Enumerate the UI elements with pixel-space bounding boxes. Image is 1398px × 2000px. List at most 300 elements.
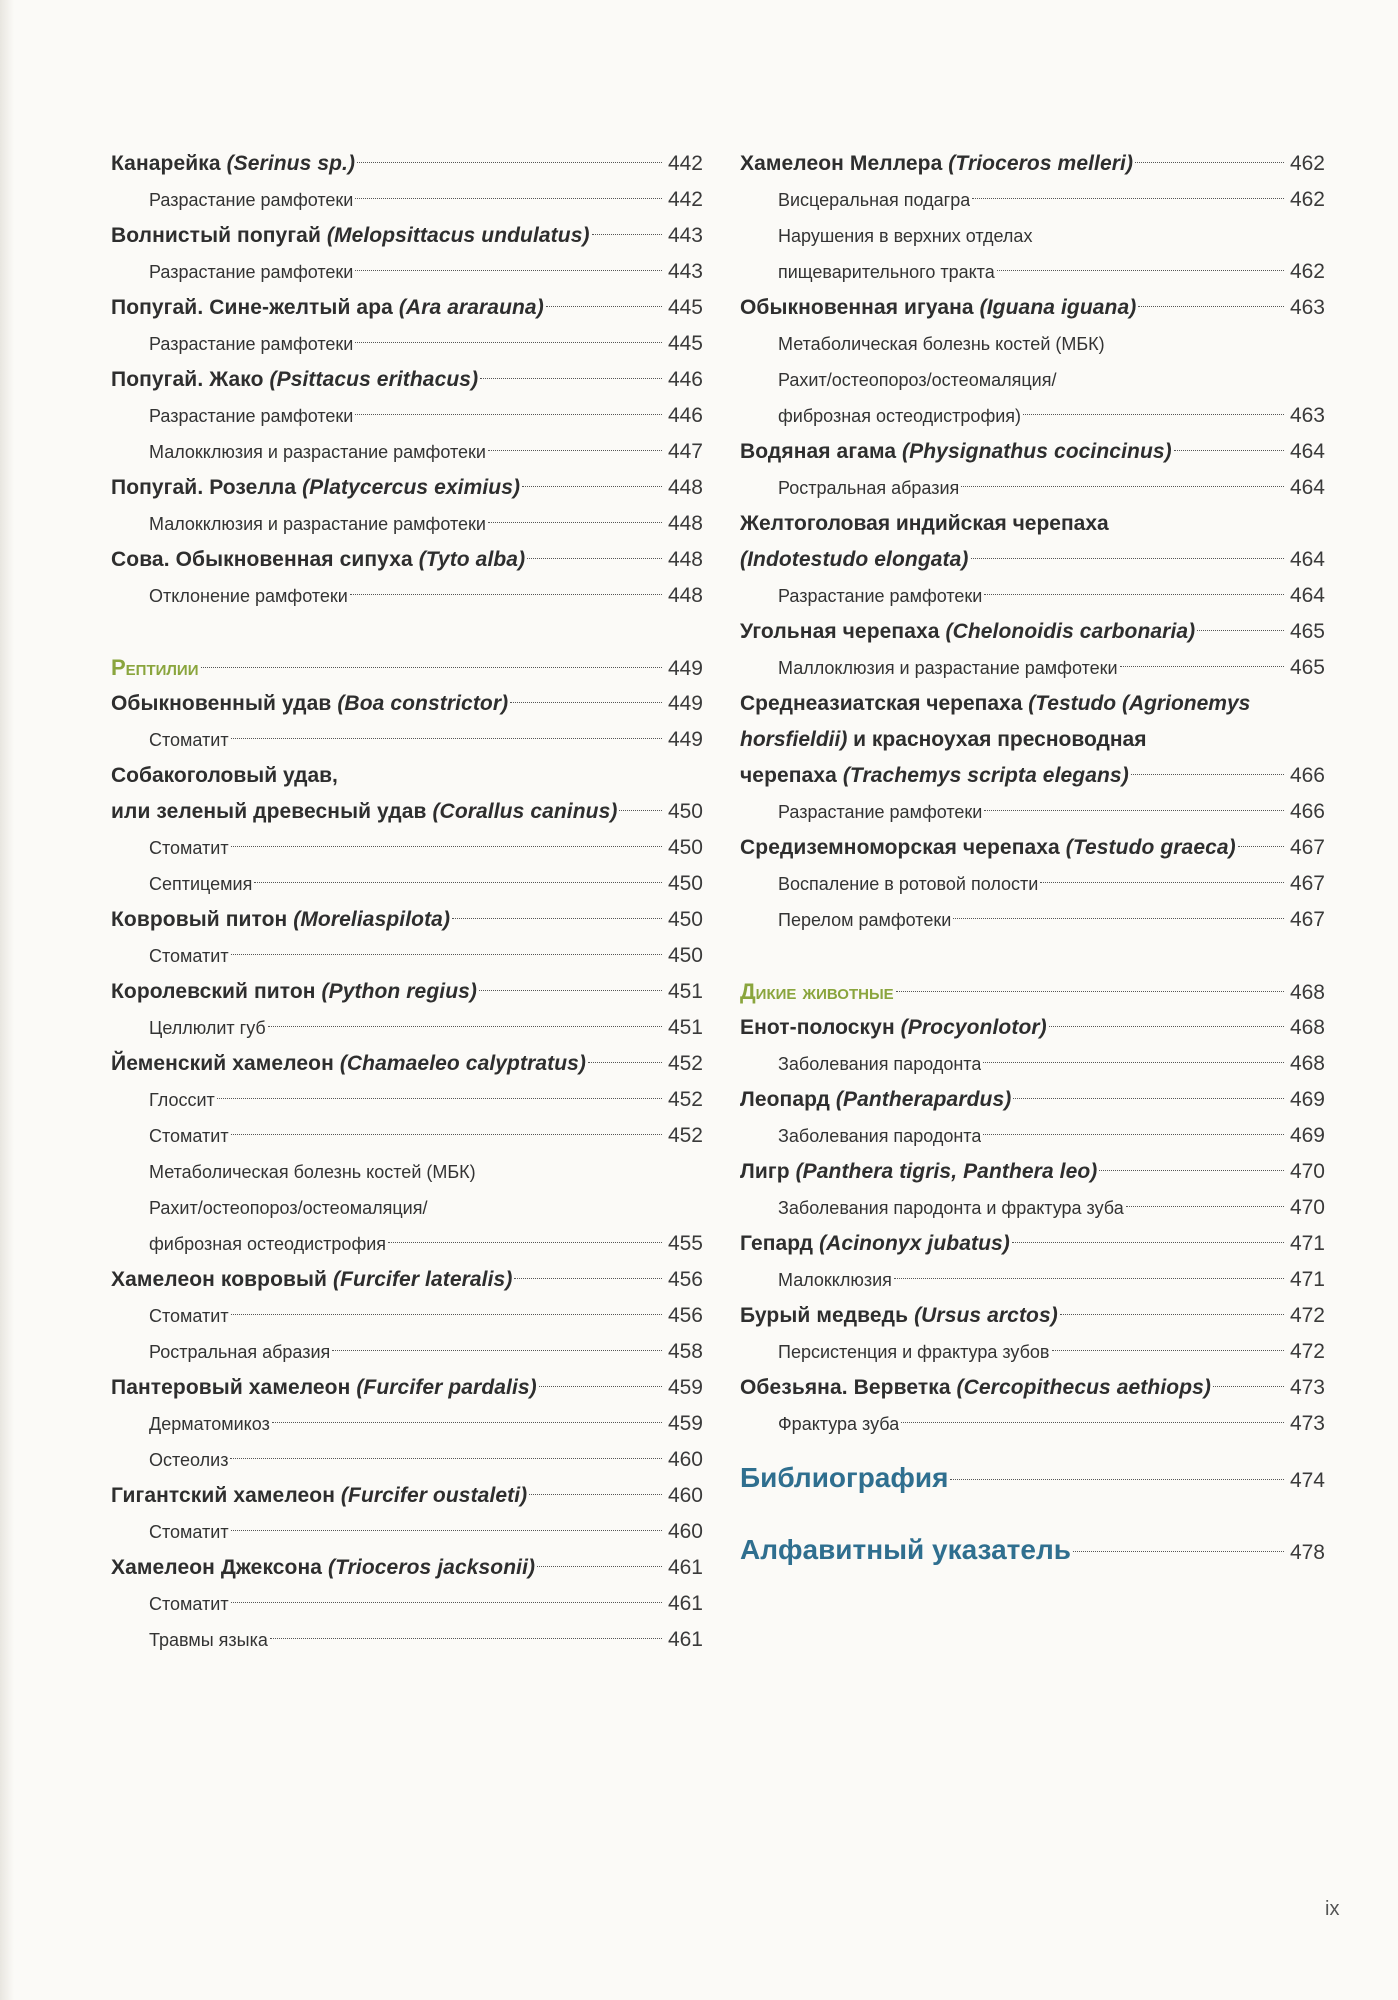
toc-entry-title: Заболевания пародонта <box>778 1126 982 1146</box>
toc-entry-latin: (Procyonlotor) <box>900 1016 1047 1039</box>
toc-entry-title: Разрастание рамфотеки <box>149 190 354 210</box>
toc-page-number: 467 <box>1289 908 1325 931</box>
toc-subentry[interactable] <box>740 254 1325 290</box>
toc-entry-title: Волнистый попугай <box>111 224 327 247</box>
toc-page-number: 466 <box>1289 764 1325 787</box>
toc-page-number: 443 <box>667 260 703 283</box>
toc-entry[interactable] <box>740 614 1325 650</box>
toc-entry-title: Перелом рамфотеки <box>778 910 952 930</box>
toc-page-number: 450 <box>667 800 703 823</box>
toc-entry-title: Стоматит <box>149 838 229 858</box>
toc-subentry[interactable] <box>111 1010 703 1046</box>
toc-entry-title: Фрактура зуба <box>778 1414 900 1434</box>
toc-entry-title: черепаха <box>740 764 843 787</box>
toc-entry-latin: (Indotestudo elongata) <box>740 548 969 571</box>
toc-subentry[interactable] <box>111 1334 703 1370</box>
toc-entry-title: Висцеральная подагра <box>778 190 971 210</box>
toc-entry-title: Енот-полоскун <box>740 1016 901 1039</box>
toc-entry[interactable] <box>111 794 703 830</box>
toc-page-number: 443 <box>667 224 703 247</box>
toc-entry-title: Йеменский хамелеон <box>111 1052 340 1075</box>
toc-subentry[interactable] <box>111 722 703 758</box>
toc-subentry[interactable] <box>740 470 1325 506</box>
toc-entry-title: Стоматит <box>149 1126 229 1146</box>
toc-page-number: 458 <box>667 1340 703 1363</box>
toc-entry-title: Целлюлит губ <box>149 1018 266 1038</box>
toc-entry-title: Персистенция и фрактура зубов <box>778 1342 1050 1362</box>
dot-leader <box>522 486 662 487</box>
toc-page-number: 462 <box>1289 152 1325 175</box>
toc-entry-title: Собакоголовый удав, <box>111 764 338 787</box>
toc-chapter-heading[interactable] <box>740 1442 1325 1514</box>
toc-entry-continued <box>111 1154 703 1190</box>
toc-page-number: 450 <box>667 944 703 967</box>
toc-entry-latin: horsfieldii) <box>740 728 848 751</box>
toc-subentry[interactable] <box>740 1190 1325 1226</box>
toc-entry[interactable] <box>111 974 703 1010</box>
toc-entry-latin: (Iguana iguana) <box>979 296 1137 319</box>
toc-entry-latin: (Pantherapardus) <box>835 1088 1012 1111</box>
toc-entry[interactable] <box>111 290 703 326</box>
dot-leader <box>1126 1206 1284 1207</box>
toc-entry-title: Хамелеон Джексона <box>111 1556 328 1579</box>
toc-entry-latin: (Acinonyx jubatus) <box>819 1232 1010 1255</box>
toc-page-number: 478 <box>1289 1541 1325 1564</box>
toc-entry[interactable] <box>740 1154 1325 1190</box>
toc-subentry[interactable] <box>111 830 703 866</box>
toc-entry-latin: (Testudo (Agrionemys <box>1028 692 1251 715</box>
toc-entry-title: Разрастание рамфотеки <box>149 334 354 354</box>
toc-entry[interactable] <box>740 542 1325 578</box>
dot-leader <box>1073 1551 1284 1552</box>
toc-page-number: 445 <box>667 296 703 319</box>
toc-subentry[interactable] <box>111 182 703 218</box>
toc-entry-title: Бурый медведь <box>740 1304 915 1327</box>
toc-entry-title: Стоматит <box>149 1306 229 1326</box>
toc-entry[interactable] <box>111 902 703 938</box>
toc-page-number: 464 <box>1289 548 1325 571</box>
dot-leader <box>231 1134 662 1135</box>
toc-subentry[interactable] <box>111 254 703 290</box>
toc-entry-latin: (Chamaeleo calyptratus) <box>339 1052 587 1075</box>
toc-entry[interactable] <box>111 218 703 254</box>
toc-entry-title: Сова. Обыкновенная сипуха <box>111 548 419 571</box>
toc-entry[interactable] <box>111 362 703 398</box>
toc-entry-title: Отклонение рамфотеки <box>149 586 348 606</box>
toc-entry[interactable] <box>111 1550 703 1586</box>
toc-subentry[interactable] <box>111 398 703 434</box>
toc-subentry[interactable] <box>111 578 703 614</box>
dot-leader <box>901 1422 1284 1423</box>
toc-page-number: 471 <box>1289 1268 1325 1291</box>
toc-subentry[interactable] <box>740 1406 1325 1442</box>
dot-leader <box>479 990 662 991</box>
toc-subentry[interactable] <box>111 506 703 542</box>
toc-subentry[interactable] <box>740 398 1325 434</box>
toc-subentry[interactable] <box>111 1298 703 1334</box>
toc-page-number: 468 <box>1289 981 1325 1004</box>
dot-leader <box>537 1566 662 1567</box>
toc-entry-latin: (Corallus caninus) <box>432 800 618 823</box>
toc-entry-latin: (Tyto alba) <box>418 548 526 571</box>
toc-entry[interactable] <box>111 686 703 722</box>
toc-entry-title: Малокклюзия и разрастание рамфотеки <box>149 442 486 462</box>
toc-entry-title: Стоматит <box>149 730 229 750</box>
toc-page-number: 462 <box>1289 188 1325 211</box>
toc-entry-title: Разрастание рамфотеки <box>778 802 983 822</box>
toc-entry[interactable] <box>740 1226 1325 1262</box>
toc-entry-title: Канарейка <box>111 152 227 175</box>
dot-leader <box>272 1422 662 1423</box>
toc-entry-latin: (Moreliaspilota) <box>293 908 451 931</box>
toc-entry-title: Метаболическая болезнь костей (МБК) <box>149 1162 476 1182</box>
toc-entry-continued <box>740 326 1325 362</box>
toc-page-number: 448 <box>667 476 703 499</box>
toc-page-number: 466 <box>1289 800 1325 823</box>
toc-subentry[interactable] <box>111 326 703 362</box>
toc-entry-title: Воспаление в ротовой полости <box>778 874 1039 894</box>
dot-leader <box>983 1134 1284 1135</box>
dot-leader <box>201 667 662 668</box>
toc-subentry[interactable] <box>111 1514 703 1550</box>
toc-entry[interactable] <box>111 1046 703 1082</box>
toc-section-heading[interactable] <box>740 974 1325 1010</box>
toc-entry-title: Желтоголовая индийская черепаха <box>740 512 1109 535</box>
dot-leader <box>231 954 662 955</box>
toc-page-number: 460 <box>667 1448 703 1471</box>
dot-leader <box>355 198 662 199</box>
toc-entry-latin: (Furcifer lateralis) <box>333 1268 513 1291</box>
toc-entry[interactable] <box>111 1370 703 1406</box>
dot-leader <box>254 882 662 883</box>
toc-page-number: 452 <box>667 1052 703 1075</box>
dot-leader <box>894 1278 1284 1279</box>
toc-entry-title: Ростральная абразия <box>149 1342 331 1362</box>
dot-leader <box>539 1386 662 1387</box>
dot-leader <box>984 810 1284 811</box>
dot-leader <box>355 342 662 343</box>
toc-subentry[interactable] <box>111 1586 703 1622</box>
dot-leader <box>488 450 662 451</box>
dot-leader <box>270 1638 662 1639</box>
toc-entry-title: Среднеазиатская черепаха <box>740 692 1029 715</box>
toc-page-number: 447 <box>667 440 703 463</box>
toc-page-number: 450 <box>667 908 703 931</box>
toc-subentry[interactable] <box>111 1406 703 1442</box>
toc-page-number: 455 <box>667 1232 703 1255</box>
dot-leader <box>1012 1242 1284 1243</box>
toc-page-number: 460 <box>667 1484 703 1507</box>
toc-entry-title: Стоматит <box>149 1594 229 1614</box>
toc-page-number: 465 <box>1289 656 1325 679</box>
toc-subentry[interactable] <box>740 1262 1325 1298</box>
dot-leader <box>510 702 662 703</box>
toc-subentry[interactable] <box>740 650 1325 686</box>
dot-leader <box>1213 1386 1284 1387</box>
toc-subentry[interactable] <box>740 1046 1325 1082</box>
toc-entry-latin: (Panthera tigris, Panthera leo) <box>795 1160 1098 1183</box>
toc-page-number: 459 <box>667 1412 703 1435</box>
toc-entry-title: Разрастание рамфотеки <box>778 586 983 606</box>
dot-leader <box>231 738 662 739</box>
toc-subentry[interactable] <box>111 1442 703 1478</box>
toc-entry-title: Заболевания пародонта и фрактура зуба <box>778 1198 1124 1218</box>
toc-entry-title: фиброзная остеодистрофия) <box>778 406 1022 426</box>
toc-entry[interactable] <box>740 830 1325 866</box>
toc-entry-latin: (Serinus sp.) <box>226 152 356 175</box>
toc-entry[interactable] <box>111 1478 703 1514</box>
toc-subentry[interactable] <box>111 1226 703 1262</box>
toc-entry-title: Алфавитный указатель <box>740 1534 1071 1565</box>
toc-entry-latin: (Chelonoidis carbonaria) <box>945 620 1196 643</box>
toc-entry-continued <box>740 506 1325 542</box>
toc-entry[interactable] <box>740 1298 1325 1334</box>
toc-entry-title: фиброзная остеодистрофия <box>149 1234 387 1254</box>
dot-leader <box>1120 666 1284 667</box>
dot-leader <box>1197 630 1284 631</box>
dot-leader <box>350 594 662 595</box>
toc-entry-title: или зеленый древесный удав <box>111 800 433 823</box>
toc-entry-latin: (Furcifer oustaleti) <box>340 1484 528 1507</box>
toc-entry-title: Попугай. Розелла <box>111 476 303 499</box>
toc-subentry[interactable] <box>111 1622 703 1658</box>
toc-entry-latin: (Platycercus eximius) <box>302 476 521 499</box>
toc-left-column <box>111 146 703 1658</box>
toc-page-number: 456 <box>667 1304 703 1327</box>
page-spine-shadow <box>0 0 14 2000</box>
toc-subentry[interactable] <box>111 866 703 902</box>
toc-subentry[interactable] <box>740 794 1325 830</box>
toc-page-number: 451 <box>667 1016 703 1039</box>
dot-leader <box>231 1314 662 1315</box>
toc-entry-title: Попугай. Жако <box>111 368 270 391</box>
toc-entry-title: Дерматомикоз <box>149 1414 270 1434</box>
dot-leader <box>984 594 1284 595</box>
toc-page-number: 448 <box>667 548 703 571</box>
dot-leader <box>997 270 1284 271</box>
toc-entry[interactable] <box>740 1082 1325 1118</box>
dot-leader <box>527 558 662 559</box>
toc-entry-latin: (Psittacus erithacus) <box>269 368 479 391</box>
toc-page-number: 461 <box>667 1556 703 1579</box>
toc-entry-title: Септицемия <box>149 874 253 894</box>
toc-page-number: 464 <box>1289 440 1325 463</box>
dot-leader <box>546 306 662 307</box>
toc-subentry[interactable] <box>740 1334 1325 1370</box>
toc-page-number: 472 <box>1289 1340 1325 1363</box>
dot-leader <box>971 558 1284 559</box>
toc-entry-latin: (Ara ararauna) <box>398 296 544 319</box>
dot-leader <box>588 1062 662 1063</box>
toc-entry-title: Ковровый питон <box>111 908 294 931</box>
toc-page-number: 471 <box>1289 1232 1325 1255</box>
toc-entry-title: Рахит/остеопороз/остеомаляция/ <box>149 1198 428 1218</box>
toc-page-number: 467 <box>1289 836 1325 859</box>
dot-leader <box>480 378 662 379</box>
toc-page-number: 472 <box>1289 1304 1325 1327</box>
toc-page-number: 450 <box>667 836 703 859</box>
toc-entry-title: Пантеровый хамелеон <box>111 1376 357 1399</box>
toc-entry-title: Обыкновенная игуана <box>740 296 980 319</box>
toc-entry-title: Хамелеон Меллера <box>740 152 949 175</box>
toc-page-number: 469 <box>1289 1124 1325 1147</box>
toc-entry[interactable] <box>740 1370 1325 1406</box>
toc-section-heading[interactable] <box>111 650 703 686</box>
toc-entry-continued <box>740 218 1325 254</box>
toc-entry-title: Стоматит <box>149 946 229 966</box>
toc-page-number: 442 <box>667 188 703 211</box>
toc-subentry[interactable] <box>740 182 1325 218</box>
toc-entry-latin: (Melopsittacus undulatus) <box>326 224 590 247</box>
toc-page-number: 449 <box>667 657 703 680</box>
toc-entry[interactable] <box>740 146 1325 182</box>
dot-leader <box>953 918 1284 919</box>
toc-page-number: 468 <box>1289 1016 1325 1039</box>
toc-entry-latin: (Cercopithecus aethiops) <box>956 1376 1211 1399</box>
toc-entry-title: Леопард <box>740 1088 836 1111</box>
dot-leader <box>388 1242 662 1243</box>
toc-entry[interactable] <box>740 758 1325 794</box>
toc-page-number: 473 <box>1289 1412 1325 1435</box>
toc-entry-latin: (Trioceros melleri) <box>948 152 1134 175</box>
toc-entry-title: и красноухая пресноводная <box>847 728 1147 751</box>
toc-page-number: 463 <box>1289 296 1325 319</box>
toc-entry-title: Заболевания пародонта <box>778 1054 982 1074</box>
toc-page-number: 445 <box>667 332 703 355</box>
toc-entry[interactable] <box>111 470 703 506</box>
toc-page-number: 465 <box>1289 620 1325 643</box>
dot-leader <box>231 1530 662 1531</box>
toc-page-number: 470 <box>1289 1160 1325 1183</box>
toc-entry-title: Гепард <box>740 1232 820 1255</box>
dot-leader <box>1099 1170 1284 1171</box>
toc-page-number: 461 <box>667 1592 703 1615</box>
toc-entry-title: пищеварительного тракта <box>778 262 995 282</box>
toc-entry-latin: (Physignathus cocincinus) <box>902 440 1172 463</box>
toc-page-number: 456 <box>667 1268 703 1291</box>
toc-chapter-heading[interactable] <box>740 1514 1325 1586</box>
dot-leader <box>357 162 662 163</box>
dot-leader <box>230 1458 661 1459</box>
toc-page-number: 469 <box>1289 1088 1325 1111</box>
toc-entry-title: Обыкновенный удав <box>111 692 338 715</box>
dot-leader <box>972 198 1284 199</box>
toc-page-number: 446 <box>667 404 703 427</box>
toc-entry-title: Малокклюзия <box>778 1270 892 1290</box>
toc-entry-title: Хамелеон ковровый <box>111 1268 334 1291</box>
toc-page-number: 449 <box>667 692 703 715</box>
toc-page-number: 464 <box>1289 476 1325 499</box>
toc-entry[interactable] <box>740 434 1325 470</box>
toc-entry-title: Маллоклюзия и разрастание рамфотеки <box>778 658 1118 678</box>
dot-leader <box>1174 450 1284 451</box>
dot-leader <box>355 414 662 415</box>
toc-page-number: 464 <box>1289 584 1325 607</box>
dot-leader <box>592 234 662 235</box>
dot-leader <box>1131 774 1284 775</box>
toc-page-number: 467 <box>1289 872 1325 895</box>
dot-leader <box>231 846 662 847</box>
toc-page-number: 442 <box>667 152 703 175</box>
toc-subentry[interactable] <box>740 1118 1325 1154</box>
dot-leader <box>896 991 1284 992</box>
toc-entry-title: Рахит/остеопороз/остеомаляция/ <box>778 370 1057 390</box>
toc-page-number: 462 <box>1289 260 1325 283</box>
toc-entry-title: Рептилии <box>111 655 199 680</box>
dot-leader <box>1060 1314 1284 1315</box>
page-number: ix <box>1325 1898 1340 1920</box>
toc-entry-title: Разрастание рамфотеки <box>149 406 354 426</box>
dot-leader <box>1138 306 1284 307</box>
toc-entry-continued <box>740 362 1325 398</box>
toc-page-number: 450 <box>667 872 703 895</box>
dot-leader <box>1040 882 1284 883</box>
toc-entry-title: Средиземноморская черепаха <box>740 836 1066 859</box>
toc-page-number: 448 <box>667 584 703 607</box>
dot-leader <box>268 1026 662 1027</box>
dot-leader <box>1013 1098 1284 1099</box>
toc-entry[interactable] <box>111 542 703 578</box>
toc-page-number: 449 <box>667 728 703 751</box>
dot-leader <box>950 1479 1284 1480</box>
toc-page-number: 460 <box>667 1520 703 1543</box>
toc-entry-latin: (Ursus arctos) <box>914 1304 1058 1327</box>
toc-page-number: 474 <box>1289 1469 1325 1492</box>
toc-subentry[interactable] <box>111 434 703 470</box>
toc-entry[interactable] <box>111 1262 703 1298</box>
toc-entry-continued <box>740 722 1325 758</box>
toc-entry-title: Королевский питон <box>111 980 322 1003</box>
toc-subentry[interactable] <box>111 1118 703 1154</box>
toc-subentry[interactable] <box>111 938 703 974</box>
toc-page-number: 448 <box>667 512 703 535</box>
toc-entry[interactable] <box>111 146 703 182</box>
toc-entry-title: Библиография <box>740 1462 949 1493</box>
dot-leader <box>452 918 662 919</box>
toc-entry-title: Метаболическая болезнь костей (МБК) <box>778 334 1105 354</box>
toc-page-number: 463 <box>1289 404 1325 427</box>
dot-leader <box>355 270 662 271</box>
toc-entry-title: Обезьяна. Верветка <box>740 1376 957 1399</box>
toc-page-number: 470 <box>1289 1196 1325 1219</box>
dot-leader <box>619 810 661 811</box>
toc-entry-title: Дикие животные <box>740 979 894 1004</box>
toc-entry-title: Нарушения в верхних отделах <box>778 226 1033 246</box>
toc-entry-title: Лигр <box>740 1160 796 1183</box>
dot-leader <box>961 486 1284 487</box>
toc-entry-title: Разрастание рамфотеки <box>149 262 354 282</box>
toc-page-number: 452 <box>667 1124 703 1147</box>
toc-entry-latin: (Boa constrictor) <box>337 692 509 715</box>
toc-page-number: 461 <box>667 1628 703 1651</box>
toc-subentry[interactable] <box>740 902 1325 938</box>
toc-subentry[interactable] <box>740 578 1325 614</box>
toc-entry-title: Стоматит <box>149 1522 229 1542</box>
toc-entry[interactable] <box>740 290 1325 326</box>
toc-entry-latin: (Trioceros jacksonii) <box>327 1556 536 1579</box>
dot-leader <box>529 1494 662 1495</box>
toc-entry-title: Попугай. Сине-желтый ара <box>111 296 399 319</box>
toc-subentry[interactable] <box>111 1082 703 1118</box>
dot-leader <box>1052 1350 1284 1351</box>
toc-subentry[interactable] <box>740 866 1325 902</box>
toc-entry-latin: (Trachemys scripta elegans) <box>842 764 1129 787</box>
toc-page-number: 452 <box>667 1088 703 1111</box>
dot-leader <box>1238 846 1284 847</box>
toc-entry-continued <box>740 686 1325 722</box>
dot-leader <box>514 1278 662 1279</box>
toc-entry[interactable] <box>740 1010 1325 1046</box>
